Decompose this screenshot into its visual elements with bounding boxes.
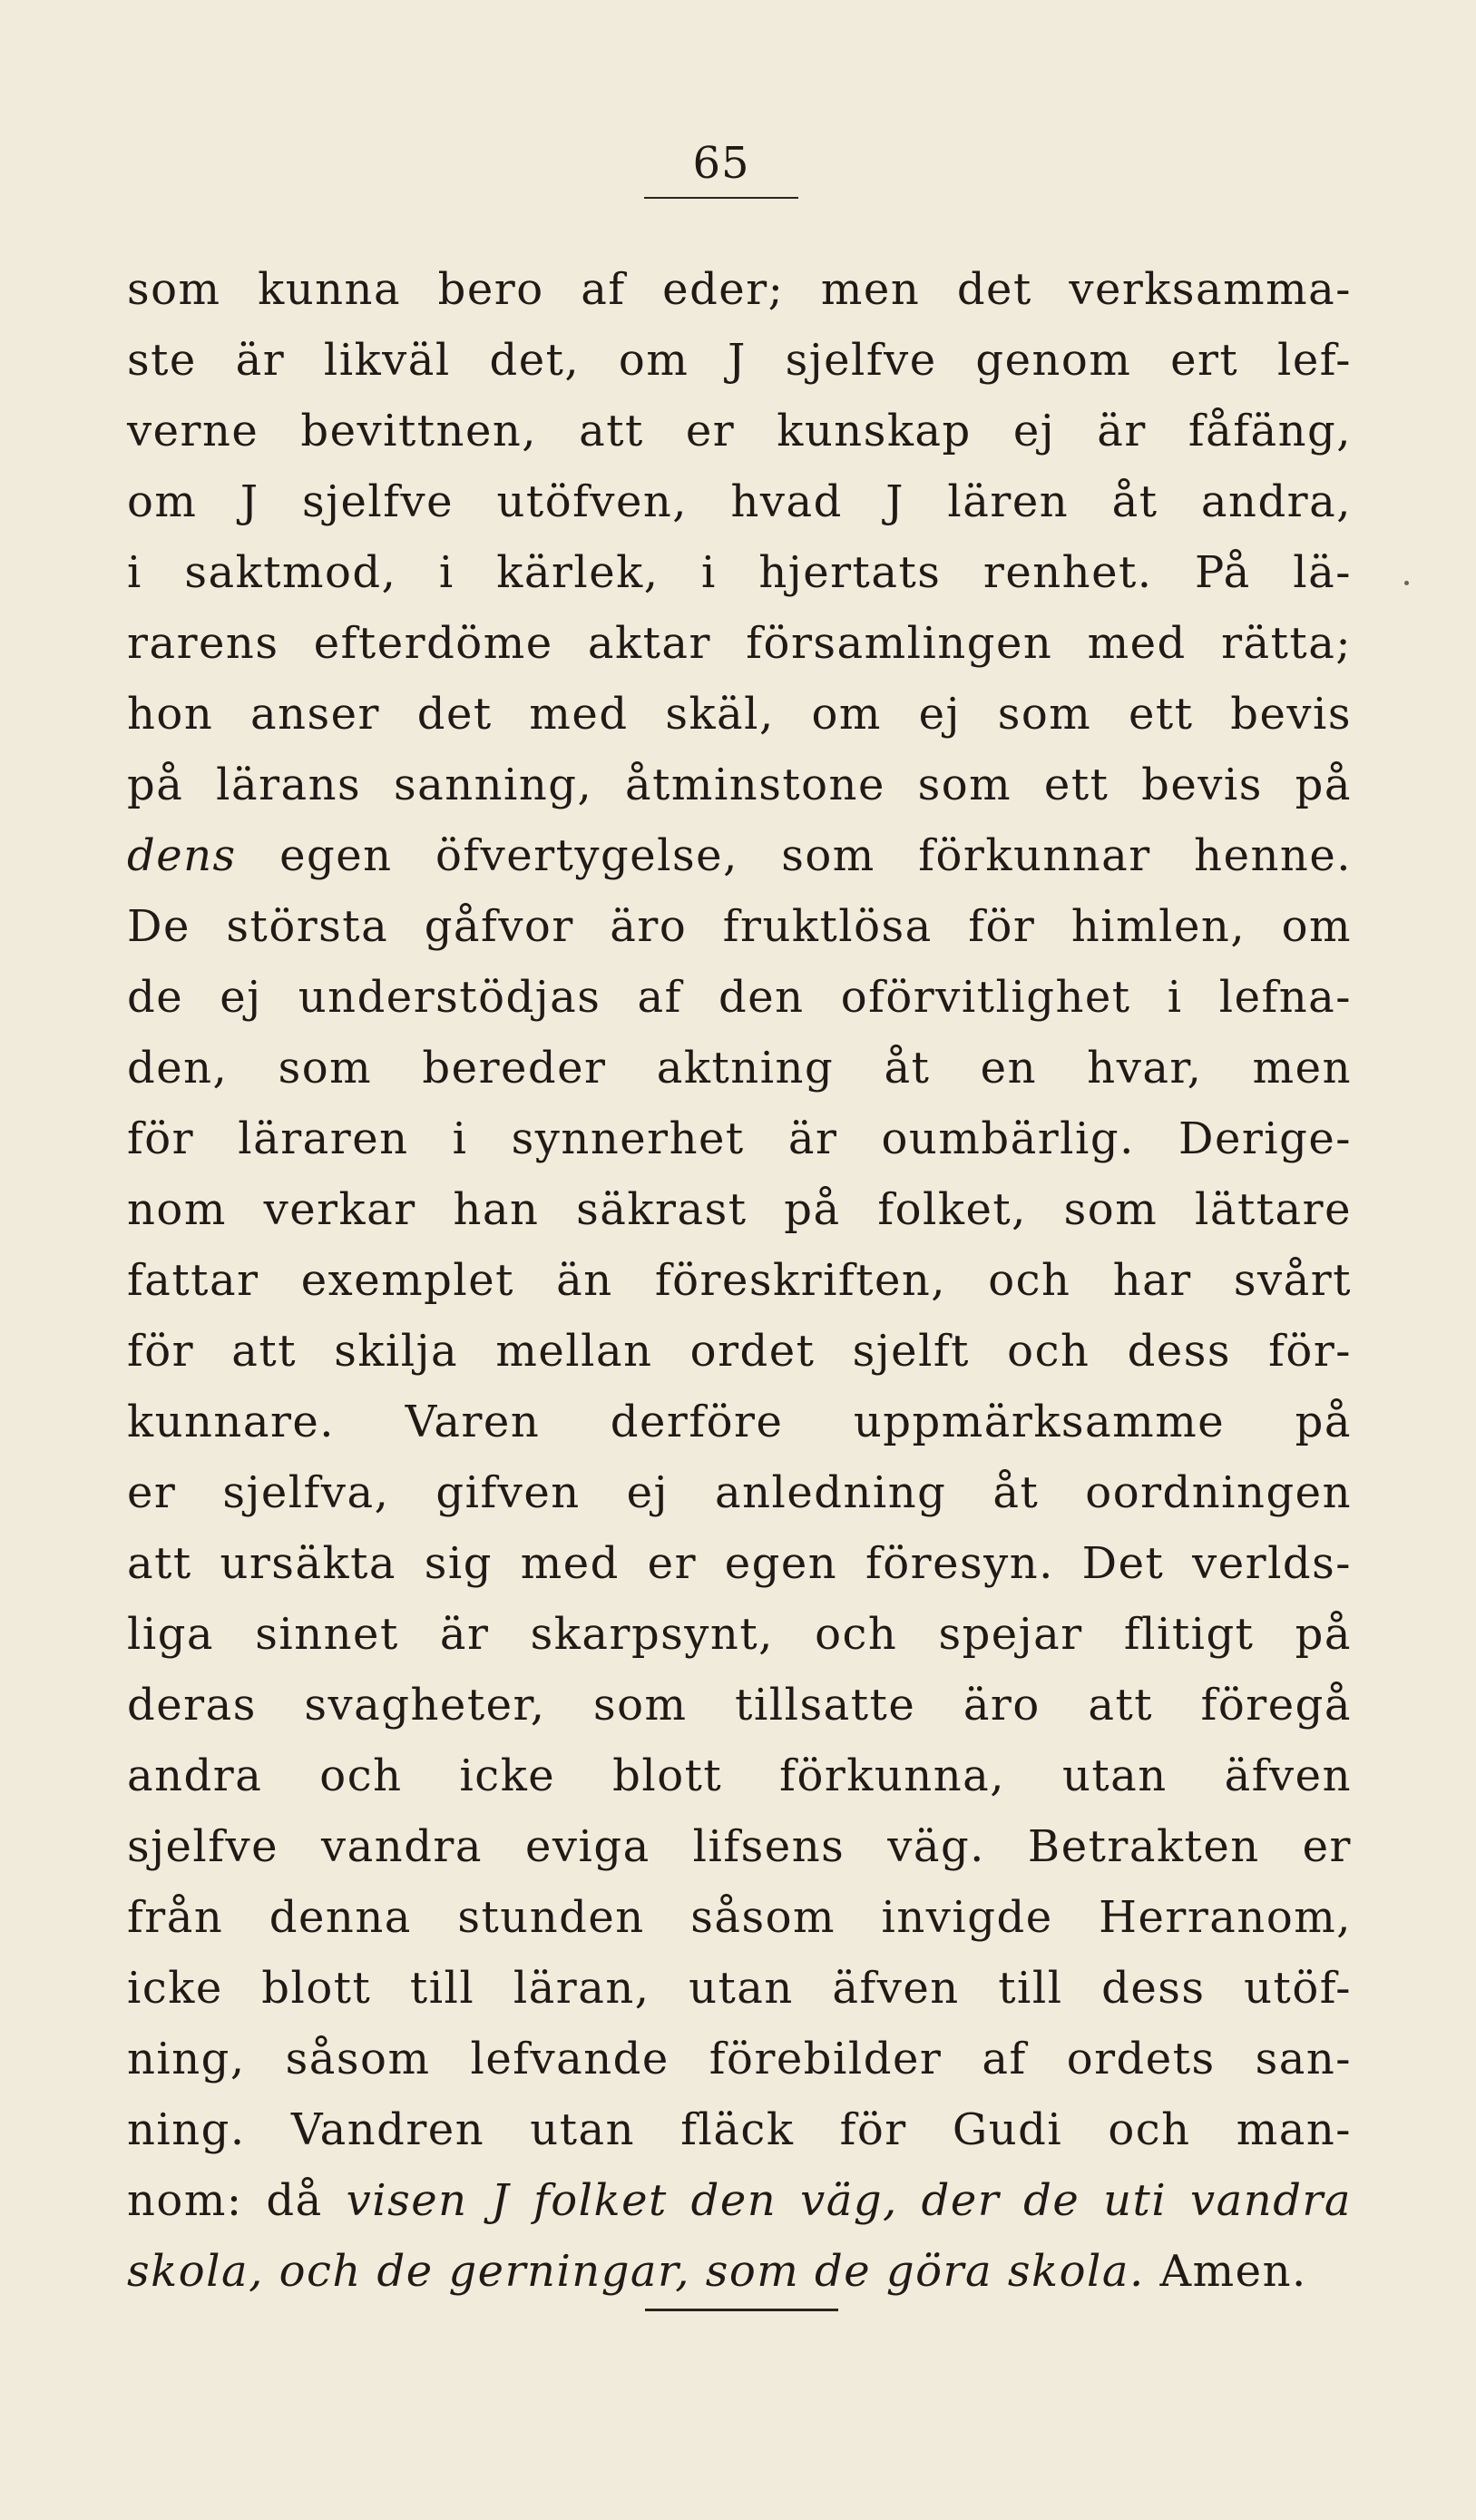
italic-word-dens: dens bbox=[127, 830, 237, 881]
text-line-9 bbox=[127, 820, 1352, 891]
text-line-5: i saktmod, i kärlek, i hjertats renhet. På lä- bbox=[127, 547, 1352, 598]
text-line-19: att ursäkta sig med er egen föresyn. Det verlds- bbox=[127, 1538, 1352, 1589]
text-line-13: för läraren i synnerhet är oumbärlig. Derige- bbox=[127, 1113, 1352, 1164]
text-line-1: som kunna bero af eder; men det verksamma- bbox=[127, 264, 1352, 315]
text-line-28-italic: visen J folket den väg, der de uti vandra bbox=[346, 2175, 1352, 2226]
text-line-24: från denna stunden såsom invigde Herranom, bbox=[127, 1892, 1352, 1943]
text-line-22: andra och icke blott förkunna, utan äfven bbox=[127, 1750, 1352, 1801]
closing-amen: Amen. bbox=[1159, 2246, 1307, 2297]
text-line-20: liga sinnet är skarpsynt, och spejar flitigt på bbox=[127, 1609, 1352, 1660]
text-line-9-rest: egen öfvertygelse, som förkunnar henne. bbox=[279, 830, 1352, 881]
text-line-11: de ej understödjas af den oförvitlighet i lefna- bbox=[127, 972, 1352, 1023]
text-line-10: De största gåfvor äro fruktlösa för himlen, om bbox=[127, 901, 1352, 952]
text-line-27: ning. Vandren utan fläck för Gudi och man- bbox=[127, 2104, 1352, 2155]
text-line-26: ning, såsom lefvande förebilder af ordets san- bbox=[127, 2034, 1352, 2084]
text-line-7: hon anser det med skäl, om ej som ett bevis bbox=[127, 689, 1352, 740]
margin-dot bbox=[1404, 581, 1409, 585]
body-text bbox=[127, 254, 1352, 2307]
text-line-25: icke blott till läran, utan äfven till dess utöf- bbox=[127, 1963, 1352, 2014]
text-line-16: för att skilja mellan ordet sjelft och dess för- bbox=[127, 1326, 1352, 1377]
text-line-28 bbox=[127, 2165, 1352, 2236]
header-rule bbox=[644, 197, 798, 199]
footer-rule bbox=[645, 2309, 838, 2311]
text-line-8: på lärans sanning, åtminstone som ett bevis på bbox=[127, 760, 1352, 810]
page-number: 65 bbox=[692, 138, 750, 189]
text-line-17: kunnare. Varen derföre uppmärksamme på bbox=[127, 1397, 1352, 1447]
text-line-2: ste är likväl det, om J sjelfve genom ert lef- bbox=[127, 335, 1352, 386]
text-line-14: nom verkar han säkrast på folket, som lättare bbox=[127, 1184, 1352, 1235]
text-line-21: deras svagheter, som tillsatte äro att föregå bbox=[127, 1680, 1352, 1731]
text-line-12: den, som bereder aktning åt en hvar, men bbox=[127, 1043, 1352, 1093]
text-line-29-italic: skola, och de gerningar, som de göra skola. bbox=[127, 2246, 1145, 2297]
text-line-4: om J sjelfve utöfven, hvad J lären åt andra, bbox=[127, 476, 1352, 527]
text-line-15: fattar exemplet än föreskriften, och har svårt bbox=[127, 1255, 1352, 1306]
text-line-6: rarens efterdöme aktar församlingen med rätta; bbox=[127, 618, 1352, 669]
text-line-29 bbox=[127, 2236, 1352, 2307]
text-line-3: verne bevittnen, att er kunskap ej är fåfäng, bbox=[127, 406, 1352, 456]
text-line-23: sjelfve vandra eviga lifsens väg. Betrakten er bbox=[127, 1821, 1352, 1872]
text-line-18: er sjelfva, gifven ej anledning åt oordningen bbox=[127, 1467, 1352, 1518]
text-line-28-plain: nom: då bbox=[127, 2175, 323, 2226]
